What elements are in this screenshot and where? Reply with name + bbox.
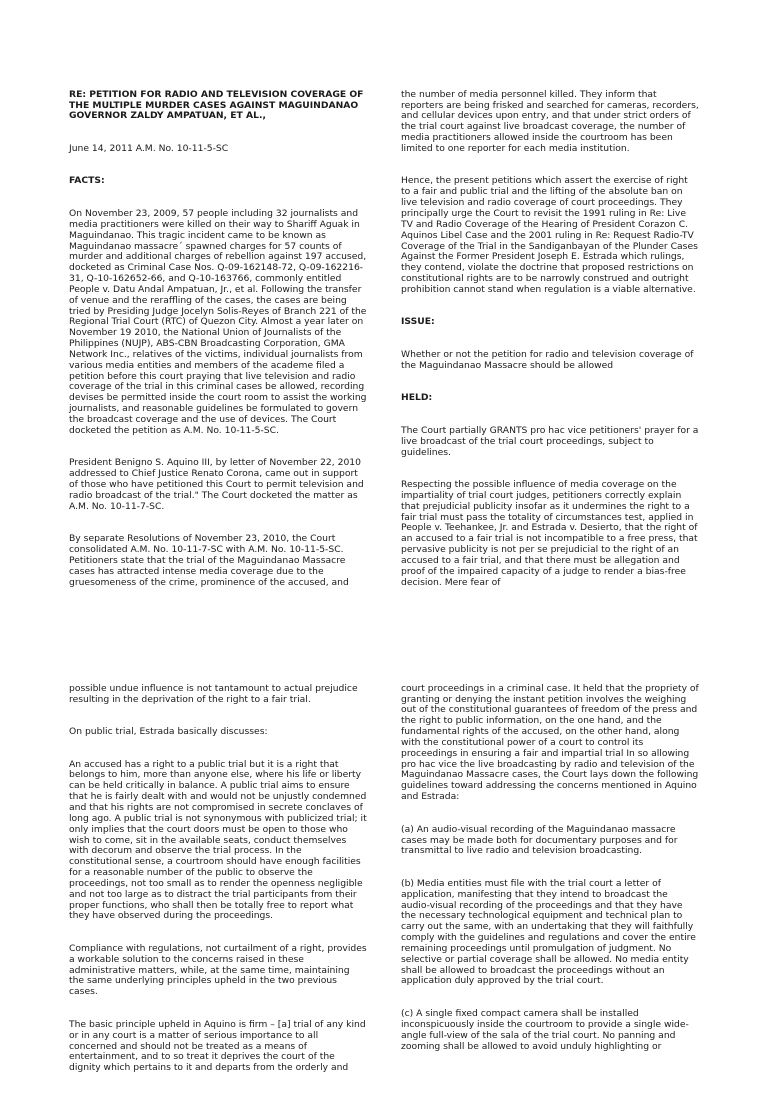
page-bottom-right-column (401, 662, 702, 1074)
paragraph: the number of media personnel killed. They inform that reporters are being frisked and searched for cameras, recorders, and cellular devices upon entry, and that under strict orders of the trial court against live broadcast coverage, the number of media practitioners allowed inside the courtroom has been limited to one reporter for each media institution. (401, 88, 702, 154)
page-top-left-column (69, 68, 370, 610)
case-title: RE: PETITION FOR RADIO AND TELEVISION COVERAGE OF THE MULTIPLE MURDER CASES AGAINST MAGUINDANAO GOVERNOR ZALDY AMPATUAN, ET AL., (69, 88, 367, 122)
held-heading: HELD: (401, 392, 433, 404)
paragraph: (c) A single fixed compact camera shall be installed inconspicuously inside the courtroom to provide a single wide-angle full-view of the sala of the trial court. No panning and zooming shall be allowed to avoid unduly highlighting or (401, 1008, 689, 1052)
case-citation: June 14, 2011 A.M. No. 10-11-5-SC (69, 142, 229, 154)
issue-heading: ISSUE: (401, 316, 435, 328)
issue-text: Whether or not the petition for radio and television coverage of the Maguindanao Massacre should be allowed (401, 348, 697, 371)
paragraph: By separate Resolutions of November 23, 2010, the Court consolidated A.M. No. 10-11-7-SC with A.M. No. 10-11-5-SC. Petitioners state that the trial of the Maguindanao Massacre cases has attracted intense media coverage due to the gruesomeness of the crime, prominence of the accused, and (69, 533, 349, 588)
paragraph: The basic principle upheld in Aquino is firm – [a] trial of any kind or in any court is a matter of serious importance to all concerned and should not be treated as a means of entertainment, and to so treat it deprives the court of the dignity which pertains to it and departs from the orderly and (69, 1018, 369, 1074)
paragraph: An accused has a right to a public trial but it is a right that belongs to him, more than anyone else, where his life or liberty can be held critically in balance. A public trial aims to ensure that he is fairly dealt with and would not be unjustly condemned and that his rights are not compromised in secrete conclaves of long ago. A public trial is not synonymous with publicized trial; it only implies that the court doors must be open to those who wish to come, sit in the available seats, conduct themselves with decorum and observe the trial process. In the constitutional sense, a courtroom should have enough facilities for a reasonable number of the public to observe the proceedings, not too small as to render the openness negligible and not too large as to distract the trial participants from their proper functions, who shall then be totally free to report what they have observed during the proceedings. (69, 758, 370, 922)
paragraph: Respecting the possible influence of media coverage on the impartiality of trial court judges, petitioners correctly explain that prejudicial publicity insofar as it undermines the right to a fair trial must pass the totality of circumstances test, applied in People v. Teehankee, Jr. and Estrada v. Desierto, that the right of an accused to a fair trial is not incompatible to a free press, that pervasive publicity is not per se prejudicial to the right of an accused to a fair trial, and that there must be allegation and proof of the impaired capacity of a judge to render a bias-free decision. Mere fear of (401, 479, 701, 588)
paragraph: court proceedings in a criminal case. It held that the propriety of granting or denying the instant petition involves the weighing out of the constitutional guarantees of freedom of the press and the right to public information, on the one hand, and the fundamental rights of the accused, on the other hand, along with the constitutional power of a court to control its proceedings in ensuring a fair and impartial trial In so allowing pro hac vice the live broadcasting by radio and television of the Maguindanao Massacre cases, the Court lays down the following guidelines toward addressing the concerns mentioned in Aquino and Estrada: (401, 682, 702, 803)
paragraph: On November 23, 2009, 57 people including 32 journalists and media practitioners were killed on their way to Shariff Aguak in Maguindanao. This tragic incident came to be known as Maguindanao massacre´ spawned charges for 57 counts of murder and additional charges of rebellion against 197 accused, docketed as Criminal Case Nos. Q-09-162148-72, Q-09-162216-31, Q-10-162652-66, and Q-10-163766, commonly entitled People v. Datu Andal Ampatuan, Jr., et al. Following the transfer of venue and the reraffling of the cases, the cases are being tried by Presiding Judge Jocelyn Solis-Reyes of Branch 221 of the Regional Trial Court (RTC) of Quezon City. Almost a year later on November 19 2010, the National Union of Journalists of the Philippines (NUJP), ABS-CBN Broadcasting Corporation, GMA Network Inc., relatives of the victims, individual journalists from various media entities and members of the academe filed a petition before this court praying that live television and radio coverage of the trial in this criminal cases be allowed, recording devises be permitted inside the court room to assist the working journalists, and reasonable guidelines be formulated to govern the broadcast coverage and the use of devices. The Court docketed the petition as A.M. No. 10-11-5-SC. (69, 207, 370, 436)
paragraph: President Benigno S. Aquino III, by letter of November 22, 2010 addressed to Chief Justice Renato Corona, came out in support of those who have petitioned this Court to permit television and radio broadcast of the trial." The Court docketed the matter as A.M. No. 10-11-7-SC. (69, 457, 367, 512)
page-bottom (0, 662, 768, 1074)
paragraph: Hence, the present petitions which assert the exercise of right to a fair and public trial and the lifting of the absolute ban on live television and radio coverage of court proceedings. They principally urge the Court to revisit the 1991 ruling in Re: Live TV and Radio Coverage of the Hearing of President Corazon C. Aquinos Libel Case and the 2001 ruling in Re: Request Radio-TV Coverage of the Trial in the Sandiganbayan of the Plunder Cases Against the Former President Joseph E. Estrada which rulings, they contend, violate the doctrine that proposed restrictions on constitutional rights are to be narrowly construed and outright prohibition cannot stand when regulation is a viable alternative. (401, 175, 701, 295)
paragraph: Compliance with regulations, not curtailment of a right, provides a workable solution to the concerns raised in these administrative matters, while, at the same time, maintaining the same underlying principles upheld in the two previous cases. (69, 942, 370, 998)
facts-heading: FACTS: (69, 175, 105, 187)
paragraph: possible undue influence is not tantamount to actual prejudice resulting in the deprivation of the right to a fair trial. (69, 682, 361, 705)
paragraph: The Court partially GRANTS pro hac vice petitioners' prayer for a live broadcast of the trial court proceedings, subject to guidelines. (401, 424, 702, 458)
paragraph: (a) An audio-visual recording of the Maguindanao massacre cases may be made both for documentary purposes and for transmittal to live radio and television broadcasting. (401, 823, 681, 857)
page-bottom-left-column (69, 662, 370, 1096)
page-top-right-column (401, 68, 702, 610)
paragraph: On public trial, Estrada basically discusses: (69, 726, 268, 738)
paragraph: (b) Media entities must file with the trial court a letter of application, manifesting that they intend to broadcast the audio-visual recording of the proceedings and that they have the necessary technological equipment and technical plan to carry out the same, with an undertaking that they will faithfully comply with the guidelines and regulations and cover the entire remaining proceedings until promulgation of judgment. No selective or partial coverage shall be allowed. No media entity shall be allowed to broadcast the proceedings without an application duly approved by the trial court. (401, 877, 699, 987)
